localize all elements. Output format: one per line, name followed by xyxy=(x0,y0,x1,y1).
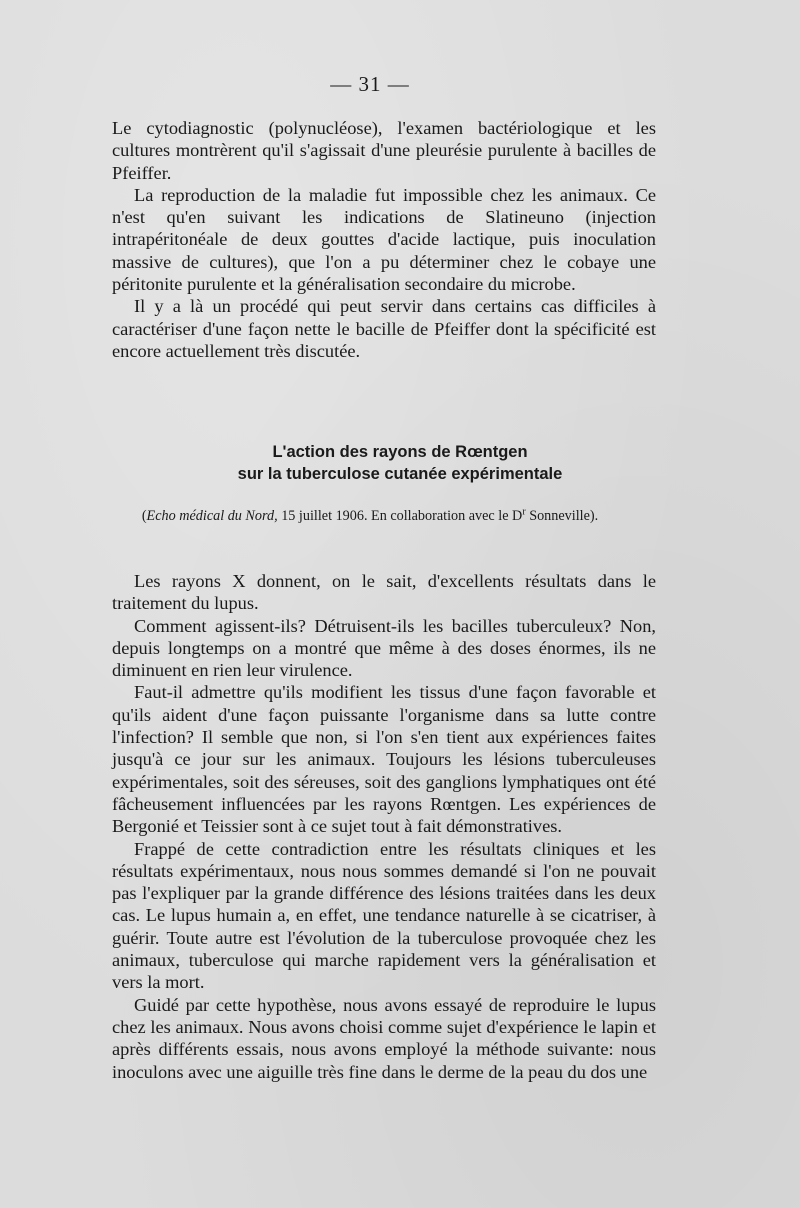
source-journal: Echo médical du Nord, xyxy=(146,508,278,524)
source-details: 15 juillet 1906. En collaboration avec le D xyxy=(277,508,523,524)
article-paragraph-2: Comment agissent-ils? Détruisent-ils les bacilles tuberculeux? Non, depuis longtemps on a montré que même à des doses énormes, ils ne diminuent en rien leur virulence. xyxy=(112,615,656,681)
article-title-line-1: L'action des rayons de Rœntgen xyxy=(272,443,528,461)
article-title-line-2: sur la tuberculose cutanée expérimentale xyxy=(237,465,563,483)
source-superscript: r xyxy=(522,506,526,518)
source-end: Sonneville). xyxy=(525,508,599,524)
article-paragraph-5: Guidé par cette hypothèse, nous avons essayé de reproduire le lupus chez les animaux. Nous avons choisi comme sujet d'expérience le lapin et après différents essais, nous avons employé la méthode suivante: nous inoculons avec une aiguille très fine dans le derme de la peau du dos une xyxy=(112,994,656,1082)
intro-paragraph-1: Le cytodiagnostic (polynucléose), l'examen bactériologique et les cultures montrèrent qu'il s'agissait d'une pleurésie purulente à bacilles de Pfeiffer. xyxy=(112,118,656,183)
page-number: — 31 — xyxy=(330,72,410,96)
article-paragraph-3: Faut-il admettre qu'ils modifient les tissus d'une façon favorable et qu'ils aident d'une façon puissante l'organisme dans sa lutte contre l'infection? Il semble que non, si l'on s'en tient aux expériences faites jusqu'à ce jour sur les animaux. Toujours les lésions tuberculeuses expérimentales, soit des séreuses, soit des ganglions lymphatiques ont été fâcheusement influencées par les rayons Rœntgen. Les expériences de Bergonié et Teissier sont à ce sujet tout à fait démonstratives. xyxy=(112,682,656,837)
article-title xyxy=(0,441,800,485)
article-source xyxy=(0,507,740,525)
article-paragraph-1: Les rayons X donnent, on le sait, d'excellents résultats dans le traitement du lupus. xyxy=(112,571,656,614)
intro-paragraph-3: Il y a là un procédé qui peut servir dans certains cas difficiles à caractériser d'une façon nette le bacille de Pfeiffer dont la spécificité est encore actuellement très discutée. xyxy=(112,296,656,361)
article-body xyxy=(112,570,656,1083)
article-paragraph-4: Frappé de cette contradiction entre les résultats cliniques et les résultats expérimentaux, nous nous sommes demandé si l'on ne pouvait pas l'expliquer par la grande différence des lésions traitées dans les deux cas. Le lupus humain a, en effet, une tendance naturelle à se cicatriser, à guérir. Toute autre est l'évolution de la tuberculose provoquée chez les animaux, tuberculose qui marche rapidement vers la généralisation et vers la mort. xyxy=(112,838,656,993)
source-open-paren: ( xyxy=(141,508,147,524)
intro-text xyxy=(112,117,656,362)
intro-paragraph-2: La reproduction de la maladie fut impossible chez les animaux. Ce n'est qu'en suivant les indications de Slatineuno (injection intrapéritonéale de deux gouttes d'acide lactique, puis inoculation massive de cultures), que l'on a pu déterminer chez le cobaye une péritonite purulente et la généralisation secondaire du microbe. xyxy=(112,184,656,295)
